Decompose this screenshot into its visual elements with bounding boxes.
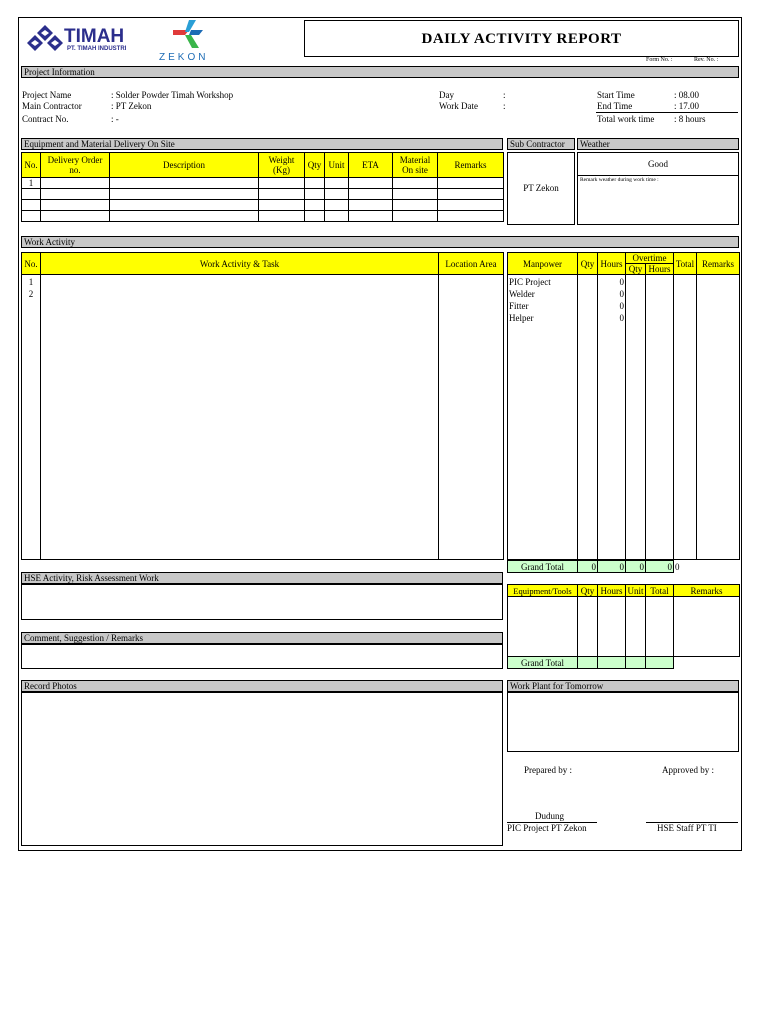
hse-box[interactable] — [21, 584, 503, 620]
weather-remark: Remark weather during work time : — [580, 177, 659, 183]
timah-logo — [26, 22, 146, 58]
work-date-value: : — [503, 101, 506, 111]
comment-box[interactable] — [21, 644, 503, 669]
mp-col-ot-hours: Hours — [646, 264, 674, 275]
eq-col-unit: Unit — [325, 153, 349, 178]
timah-logo-icon — [26, 24, 64, 54]
weather-box — [577, 152, 739, 225]
wa-col-location: Location Area — [439, 253, 504, 275]
tools-col-equipment: Equipment/Tools — [508, 585, 578, 597]
total-time-label: Total work time — [597, 114, 655, 124]
table-row — [22, 189, 504, 200]
mp-col-total: Total — [674, 253, 697, 275]
tools-col-remarks: Remarks — [674, 585, 740, 597]
end-time-value: : 17.00 — [674, 101, 700, 111]
zekon-logo-icon — [171, 18, 205, 52]
wa-col-task: Work Activity & Task — [41, 253, 439, 275]
mp-row-helper: Helper — [509, 313, 534, 323]
mp-col-ot-qty: Qty — [626, 264, 646, 275]
eq-col-qty: Qty — [305, 153, 325, 178]
start-time-label: Start Time — [597, 90, 635, 100]
total-time-value: : 8 hours — [674, 114, 706, 124]
contract-no-label: Contract No. — [22, 114, 69, 124]
table-row — [22, 211, 504, 222]
subcontractor-box — [507, 152, 575, 225]
report-title: DAILY ACTIVITY REPORT — [421, 31, 622, 47]
work-date-label: Work Date — [439, 101, 479, 111]
contract-no-value: : - — [111, 114, 119, 124]
report-title-box — [304, 20, 739, 57]
wa-task-cell[interactable] — [41, 275, 439, 560]
eq-col-description: Description — [110, 153, 259, 178]
mp-qty-cell — [578, 275, 598, 560]
mp-grand-total-total: 0 — [674, 561, 700, 573]
mp-col-hours: Hours — [598, 253, 626, 275]
mp-grand-total-qty: 0 — [578, 561, 598, 573]
project-name-value: : Solder Powder Timah Workshop — [111, 90, 234, 100]
rev-no-label: Rev. No. : — [694, 57, 719, 63]
mp-col-manpower: Manpower — [508, 253, 578, 275]
table-row — [22, 200, 504, 211]
mp-grand-total-ot-qty: 0 — [626, 561, 646, 573]
start-time-value: : 08.00 — [674, 90, 700, 100]
zekon-logo-text: ZEKON — [159, 52, 209, 63]
mp-grand-total-label: Grand Total — [508, 561, 578, 573]
eq-col-remarks: Remarks — [438, 153, 504, 178]
tools-col-total: Total — [646, 585, 674, 597]
work-activity-header: Work Activity — [21, 236, 739, 248]
project-name-label: Project Name — [22, 90, 72, 100]
mp-hours-cell — [598, 275, 626, 560]
weather-value: Good — [578, 153, 738, 176]
wa-row-no-1: 1 — [28, 277, 34, 287]
photos-box[interactable] — [21, 692, 503, 846]
mp-row-welder: Welder — [509, 289, 535, 299]
zekon-logo — [155, 18, 225, 64]
project-info-header: Project Information — [21, 66, 739, 78]
eq-col-no: No. — [22, 153, 41, 178]
plan-box[interactable] — [507, 692, 739, 752]
tools-table — [507, 584, 740, 657]
tools-grand-total-label: Grand Total — [508, 657, 578, 669]
tools-col-hours: Hours — [598, 585, 626, 597]
wa-col-no: No. — [22, 253, 41, 275]
tools-grand-total — [507, 656, 674, 669]
mp-names-cell — [508, 275, 578, 560]
eq-col-delivery-order: Delivery Order no. — [41, 153, 110, 178]
hse-header: HSE Activity, Risk Assessment Work — [21, 572, 503, 584]
mp-col-qty: Qty — [578, 253, 598, 275]
end-time-label: End Time — [597, 101, 633, 111]
manpower-grand-total — [507, 560, 700, 573]
tools-col-unit: Unit — [627, 585, 644, 596]
mp-grand-total-ot-hours: 0 — [646, 561, 674, 573]
time-divider — [596, 112, 738, 113]
day-value: : — [503, 90, 506, 100]
mp-row-fitter: Fitter — [509, 301, 529, 311]
eq-row-no: 1 — [22, 178, 41, 189]
mp-row-pic: PIC Project — [509, 277, 551, 287]
eq-col-material-onsite: Material On site — [393, 153, 438, 178]
subcontractor-header: Sub Contractor — [507, 138, 575, 150]
eq-col-eta: ETA — [349, 153, 393, 178]
subcontractor-value: PT Zekon — [523, 183, 559, 193]
day-label: Day — [439, 90, 454, 100]
preparer-title: PIC Project PT Zekon — [507, 823, 587, 833]
mp-col-remarks: Remarks — [697, 253, 740, 275]
eq-col-weight: Weight (Kg) — [259, 153, 305, 178]
mp-qty-welder: 0 — [619, 289, 624, 299]
mp-qty-helper: 0 — [619, 313, 624, 323]
wa-row-no-2: 2 — [28, 289, 34, 299]
work-activity-table — [21, 252, 504, 560]
mp-qty-fitter: 0 — [619, 301, 624, 311]
mp-qty-pic: 0 — [619, 277, 624, 287]
mp-col-overtime: Overtime — [626, 253, 674, 264]
weather-header: Weather — [577, 138, 739, 150]
preparer-name: Dudung — [535, 811, 564, 821]
wa-row-numbers — [22, 275, 41, 560]
equipment-header: Equipment and Material Delivery On Site — [21, 138, 503, 150]
approved-by-label: Approved by : — [662, 765, 714, 775]
comment-header: Comment, Suggestion / Remarks — [21, 632, 503, 644]
timah-logo-text: TIMAH — [64, 26, 125, 47]
prepared-by-label: Prepared by : — [524, 765, 572, 775]
form-no-label: Form No. : — [646, 57, 673, 63]
mp-grand-total-hours: 0 — [598, 561, 626, 573]
manpower-table — [507, 252, 740, 560]
plan-header: Work Plant for Tomorrow — [507, 680, 739, 692]
equipment-table — [21, 152, 504, 222]
timah-logo-subtext: PT. TIMAH INDUSTRI — [67, 46, 127, 52]
main-contractor-value: : PT Zekon — [111, 101, 152, 111]
wa-location-cell[interactable] — [439, 275, 504, 560]
tools-col-qty: Qty — [578, 585, 598, 597]
approver-title: HSE Staff PT TI — [657, 823, 717, 833]
table-row — [22, 178, 504, 189]
photos-header: Record Photos — [21, 680, 503, 692]
main-contractor-label: Main Contractor — [22, 101, 82, 111]
